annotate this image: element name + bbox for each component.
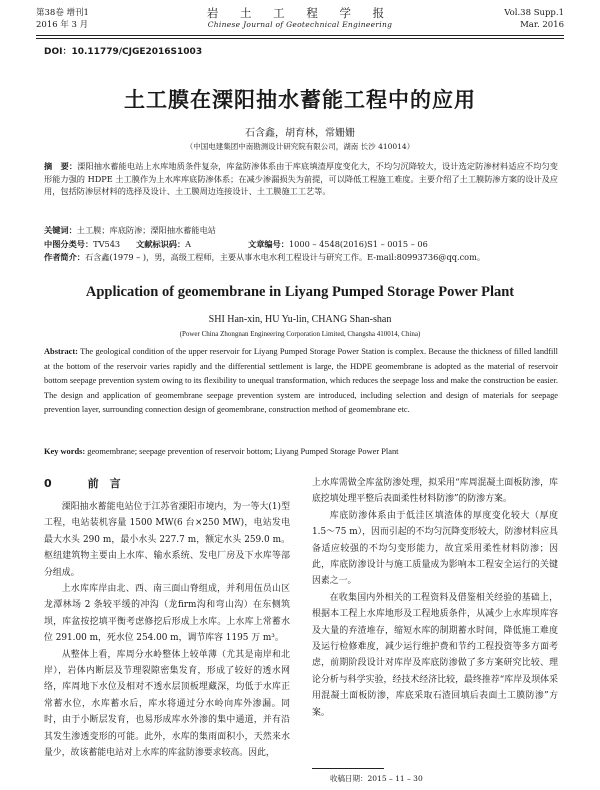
header-volume-cn: 第38卷 增刊1 bbox=[36, 8, 89, 18]
author-note-text: 石含鑫(1979 – )，男，高级工程师，主要从事水电水利工程设计与研究工作。E-mail:80993736@qq.com。 bbox=[84, 252, 486, 262]
clc-entry bbox=[44, 238, 136, 250]
section-title: 前 言 bbox=[87, 477, 121, 490]
keywords-en-text: geomembrane; seepage prevention of reservoir bottom; Liyang Pumped Storage Power Plant bbox=[87, 447, 399, 456]
affiliation-cn: （中国电建集团中南勘测设计研究院有限公司，湖南 长沙 410014） bbox=[185, 142, 415, 151]
doc-code-value: A bbox=[185, 239, 192, 249]
author-note-label: 作者简介： bbox=[44, 252, 85, 262]
header-date-en: Mar. 2016 bbox=[520, 20, 564, 30]
title-en: Application of geomembrane in Liyang Pumped Storage Power Plant bbox=[85, 284, 515, 300]
section-number: 0 bbox=[44, 477, 52, 490]
header-rule-thin bbox=[36, 38, 564, 39]
doc-code-entry bbox=[136, 238, 248, 250]
article-number-value: 1000 – 4548(2016)S1 – 0015 – 06 bbox=[288, 239, 428, 249]
keywords-cn-text: 土工膜；库底防渗；溧阳抽水蓄能电站 bbox=[76, 225, 216, 235]
authors-cn: 石含鑫，胡育林，常姗姗 bbox=[245, 128, 355, 139]
clc-value: TV543 bbox=[93, 239, 121, 249]
abstract-en-label: Abstract: bbox=[44, 347, 78, 356]
doc-code-label: 文献标识码： bbox=[136, 239, 186, 249]
body-column-right bbox=[312, 475, 558, 721]
affiliation-en: (Power China Zhongnan Engineering Corporation Limited, Changsha 410014, China) bbox=[179, 330, 421, 338]
header-rule-thick bbox=[36, 35, 564, 36]
doi: DOI：10.11779/CJGE2016S1003 bbox=[44, 47, 203, 57]
authors-en: SHI Han-xin, HU Yu-lin, CHANG Shan-shan bbox=[208, 314, 392, 325]
classification-meta bbox=[44, 238, 564, 250]
keywords-en-label: Key words: bbox=[44, 447, 86, 456]
title-cn: 土工膜在溧阳抽水蓄能工程中的应用 bbox=[124, 88, 476, 112]
header-year-cn: 2016 年 3 月 bbox=[36, 20, 89, 30]
keywords-cn-label: 关键词： bbox=[44, 225, 77, 235]
paragraph: 库底防渗体系由于低洼区填渣体的厚度变化较大（厚度 1.5～75 m），因而引起的不均匀沉降变形较大，防渗材料应具备适应较强的不均匀变形能力，故宜采用柔性材料防渗；因此，库底防渗设计与施工质量成为影响本工程安全运行的关键因素之一。 bbox=[312, 510, 558, 587]
paragraph: 上水库需做全库盆防渗处理，拟采用“库周混凝土面板防渗，库底挖填处理平整后表面柔性材料防渗”的防渗方案。 bbox=[312, 478, 558, 505]
header-volume-en: Vol.38 Supp.1 bbox=[504, 8, 564, 18]
article-number-entry bbox=[248, 238, 498, 250]
header-right bbox=[504, 7, 564, 31]
abstract-cn-text: 溧阳抽水蓄能电站上水库地质条件复杂，库盆防渗体系由于库底填渣厚度变化大，不均匀沉降较大，设计选定防渗材料适应不均匀变形能力强的 HDPE 土工膜作为上水库库底防渗体系；在减少渗漏损失为前提，可以降低工程施工难度。主要介绍了土工膜防渗方案的设计及应用，包括防渗层材料的选择及设计、土工膜周边连接设计、土工膜施工工艺等。 bbox=[44, 161, 558, 197]
running-header bbox=[36, 7, 564, 35]
body-column-left bbox=[44, 475, 290, 762]
abstract-en bbox=[44, 345, 558, 418]
author-note bbox=[44, 251, 558, 263]
clc-label: 中图分类号： bbox=[44, 239, 94, 249]
article-number-label: 文章编号： bbox=[248, 239, 289, 249]
header-journal-cn: 岩 土 工 程 学 报 bbox=[206, 6, 394, 20]
section-heading bbox=[44, 475, 290, 493]
keywords-cn bbox=[44, 224, 558, 236]
footnote-rule bbox=[312, 768, 384, 769]
paragraph: 溧阳抽水蓄能电站位于江苏省溧阳市境内，为一等大(1)型工程，电站装机容量 1500 MW(6 台×250 MW)，电站发电最大水头 290 m，最小水头 227.7 m，额定水头 259.0 m。枢纽建筑物主要由上水库、输水系统、发电厂房及下水库等部分组成。 bbox=[44, 502, 290, 578]
paragraph: 在收集国内外相关的工程资料及借鉴相关经验的基础上，根据本工程上水库地形及工程地质条件，从减少上水库坝库容及大量的弃渣堆存，缩短水库的制期蓄水时间，降低施工难度及运行检修难度，减少运行维护费和节约工程投资等多方面考虑，前期阶段设计对库岸及库底防渗做了多方案研究比较、理论分析与科学实验，经技术经济比较，最终推荐“库岸及坝体采用混凝土面板防渗，库底采取石渣回填后表面土工膜防渗”方案。 bbox=[312, 592, 558, 718]
abstract-cn bbox=[44, 160, 558, 198]
paragraph: 上水库库岸由北、西、南三面山脊组成，并利用伍员山区龙潭林场 2 条较平缓的冲沟（龙firm沟和弯山沟）在东侧筑坝，库盆按挖填平衡考虑修挖后形成上水库。上水库上常蓄水位 291.00 m，死水位 254.00 m，调节库容 1195 万 m³。 bbox=[44, 584, 290, 644]
abstract-en-text: The geological condition of the upper reservoir for Liyang Pumped Storage Power Station is complex. Because the thickness of filled landfill at the bottom of the reservoir varies rapidly and the differential settlement is large, the HDPE geomembrane is adopted as the material of reservoir bottom seepage prevention system owing to its flexibility to unequal transformation, which reduces the seepage loss and make the construction be easier. The design and application of geomembrane seepage prevention system are introduced, including selection and design of materials for seepage prevention layer, surrounding connection design of geomembrane, construction method of geomembrane etc. bbox=[44, 347, 558, 415]
keywords-en bbox=[44, 446, 558, 458]
received-date: 收稿日期：2015 – 11 – 30 bbox=[330, 774, 423, 783]
header-center bbox=[36, 7, 564, 31]
abstract-cn-label: 摘 要： bbox=[44, 161, 78, 171]
header-journal-en: Chinese Journal of Geotechnical Engineering bbox=[207, 20, 393, 29]
paragraph: 从整体上看，库周分水岭整体上较单薄（尤其是南岸和北岸），岩体内断层及节理裂隙密集发育，形成了较好的透水网络，库周地下水位及相对不透水层顶板埋藏深，均低于水库正常蓄水位，水库蓄水后，库水将通过分水岭向库外渗漏。同时，由于小断层发育，也易形成库水外渗的集中通道，并有沿其发生渗透变形的可能。此外，水库的集雨面积小，天然来水量少，故该蓄能电站对上水库的库盆防渗要求较高。因此， bbox=[44, 649, 290, 759]
